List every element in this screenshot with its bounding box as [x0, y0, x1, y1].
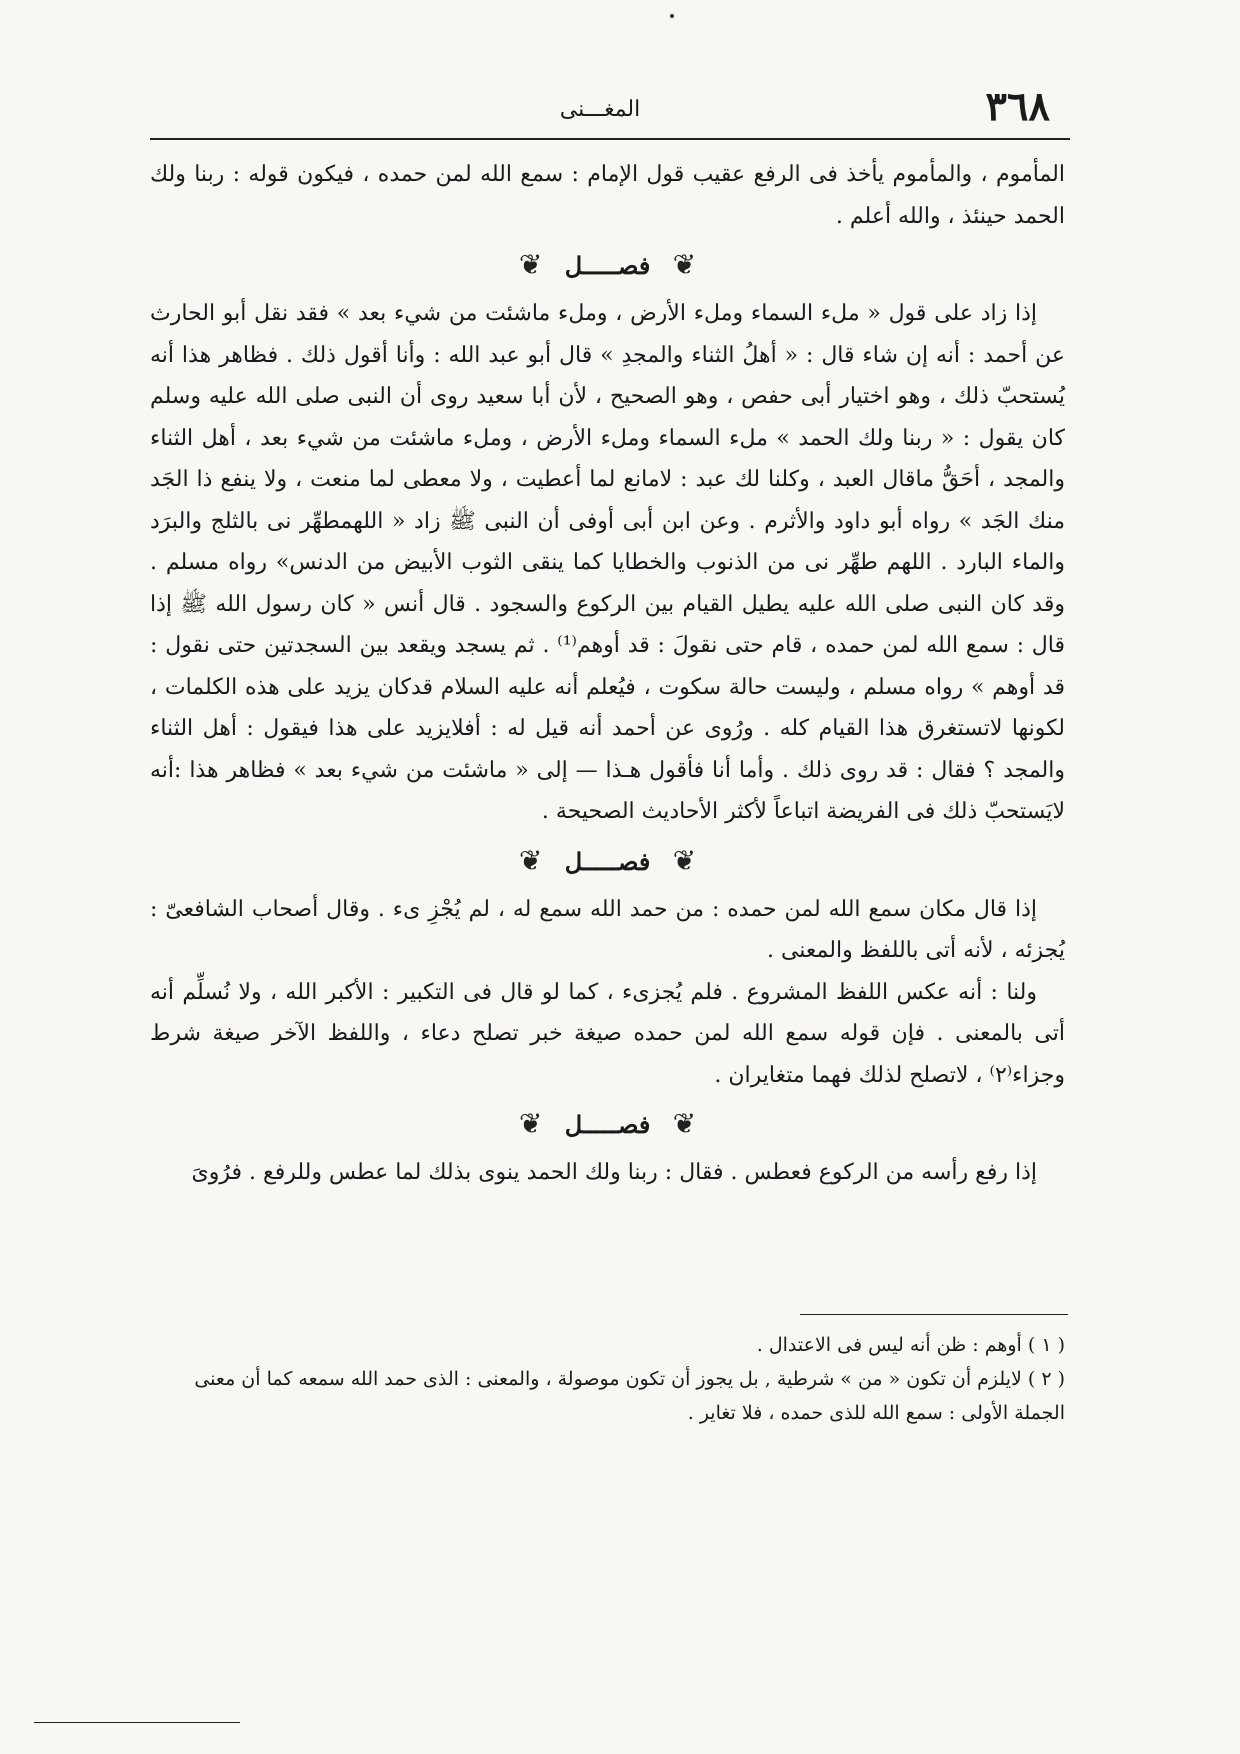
ornament-icon: ❦	[672, 248, 697, 281]
header-rule	[150, 138, 1070, 140]
section-heading-2	[150, 833, 1065, 889]
scan-dot	[670, 14, 674, 18]
ornament-icon: ❦	[518, 248, 543, 281]
page-header	[150, 84, 1050, 134]
page-number: ٣٦٨	[985, 83, 1050, 130]
paragraph-section-3: إذا رفع رأسه من الركوع فعطس . فقال : ربنا ولك الحمد ينوى بذلك لما عطس وللرفع . فرُوىَ	[191, 1160, 1037, 1185]
section-heading-1	[150, 237, 1065, 293]
footnote-1: ( ١ ) أوهم : ظن أنه ليس فى الاعتدال .	[756, 1334, 1065, 1356]
paragraph-section-2: إذا قال مكان سمع الله لمن حمده : من حمد الله سمع له ، لم يُجْزِ ىء . وقال أصحاب الشافعىّ : يُجزئه ، لأنه أتى باللفظ والمعنى .	[150, 896, 1065, 963]
footnote-rule	[800, 1314, 1068, 1315]
ornament-icon: ❦	[672, 843, 697, 877]
footnotes	[150, 1328, 1065, 1430]
main-text	[150, 154, 1065, 1194]
footnote-2: ( ٢ ) لايلزم أن تكون « من » شرطية , بل يجوز أن تكون موصولة ، والمعنى : الذى حمد الله سمعه كما أن معنى الجملة الأولى : سمع الله للذى حمده ، فلا تغاير .	[194, 1368, 1065, 1424]
ornament-icon: ❦	[518, 1107, 543, 1140]
ornament-icon: ❦	[672, 1107, 697, 1140]
section-heading-label: فصـــــل	[564, 251, 651, 280]
bottom-rule	[34, 1722, 240, 1723]
section-heading-3	[150, 1096, 1065, 1152]
paragraph-continuation: المأموم ، والمأموم يأخذ فى الرفع عقيب قول الإمام : سمع الله لمن حمده ، فيكون قوله : ربنا ولك الحمد حينئذ ، والله أعلم .	[150, 162, 1065, 229]
paragraph-section-2-response: ولنا : أنه عكس اللفظ المشروع . فلم يُجزىء ، كما لو قال فى التكبير : الأكبر الله ، ولا نُسلِّم أنه أتى بالمعنى . فإن قوله سمع الله لمن حمده صيغة خبر تصلح دعاء ، واللفظ الآخر صيغة شرط وجزاء⁽٢⁾ ، لاتصلح لذلك فهما متغايران .	[150, 979, 1065, 1088]
paragraph-section-1: إذا زاد على قول « ملء السماء وملء الأرض ، وملء ماشئت من شيء بعد » فقد نقل أبو الحارث عن أحمد : أنه إن شاء قال : « أهلُ الثناء والمجدِ » قال أبو عبد الله : وأنا أقول ذلك . فظاهر هذا أنه يُستحبّ ذلك ، وهو اختيار أبى حفص ، وهو الصحيح ، لأن أبا سعيد روى أن النبى صلى الله عليه وسلم كان يقول : « ربنا ولك الحمد » ملء السماء وملء الأرض ، وملء ماشئت من شيء بعد ، أهل الثناء والمجد ، أحَقُّ ماقال العبد ، وكلنا لك عبد : لامانع لما أعطيت ، ولا معطى لما منعت ، ولا ينفع ذا الجَد منك الجَد » رواه أبو داود والأثرم . وعن ابن أبى أوفى أن النبى ﷺ زاد « اللهمطهِّر نى بالثلج والبرَد والماء البارد . اللهم طهِّر نى من الذنوب والخطايا كما ينقى الثوب الأبيض من الدنس» رواه مسلم . وقد كان النبى صلى الله عليه يطيل القيام بين الركوع والسجود . قال أنس « كان رسول الله ﷺ إذا قال : سمع الله لمن حمده ، قام حتى نقولَ : قد أوهم⁽¹⁾ . ثم يسجد ويقعد بين السجدتين حتى نقول : قد أوهم » رواه مسلم ، وليست حالة سكوت ، فيُعلم أنه عليه السلام قدكان يزيد على هذه الكلمات ، لكونها لاتستغرق هذا القيام كله . ورُوى عن أحمد أنه قيل له : أفلايزيد على هذا فيقول : أهل الثناء والمجد ؟ فقال : قد روى ذلك . وأما أنا فأقول هـذا — إلى « ماشئت من شيء بعد » فظاهر هذا :أنه لايَستحبّ ذلك فى الفريضة اتباعاً لأكثر الأحاديث الصحيحة .	[150, 301, 1066, 824]
ornament-icon: ❦	[518, 843, 543, 877]
section-heading-label: فصـــــل	[564, 1110, 651, 1139]
section-heading-label: فصـــــل	[564, 846, 651, 876]
running-title: المغـــنى	[559, 97, 641, 122]
